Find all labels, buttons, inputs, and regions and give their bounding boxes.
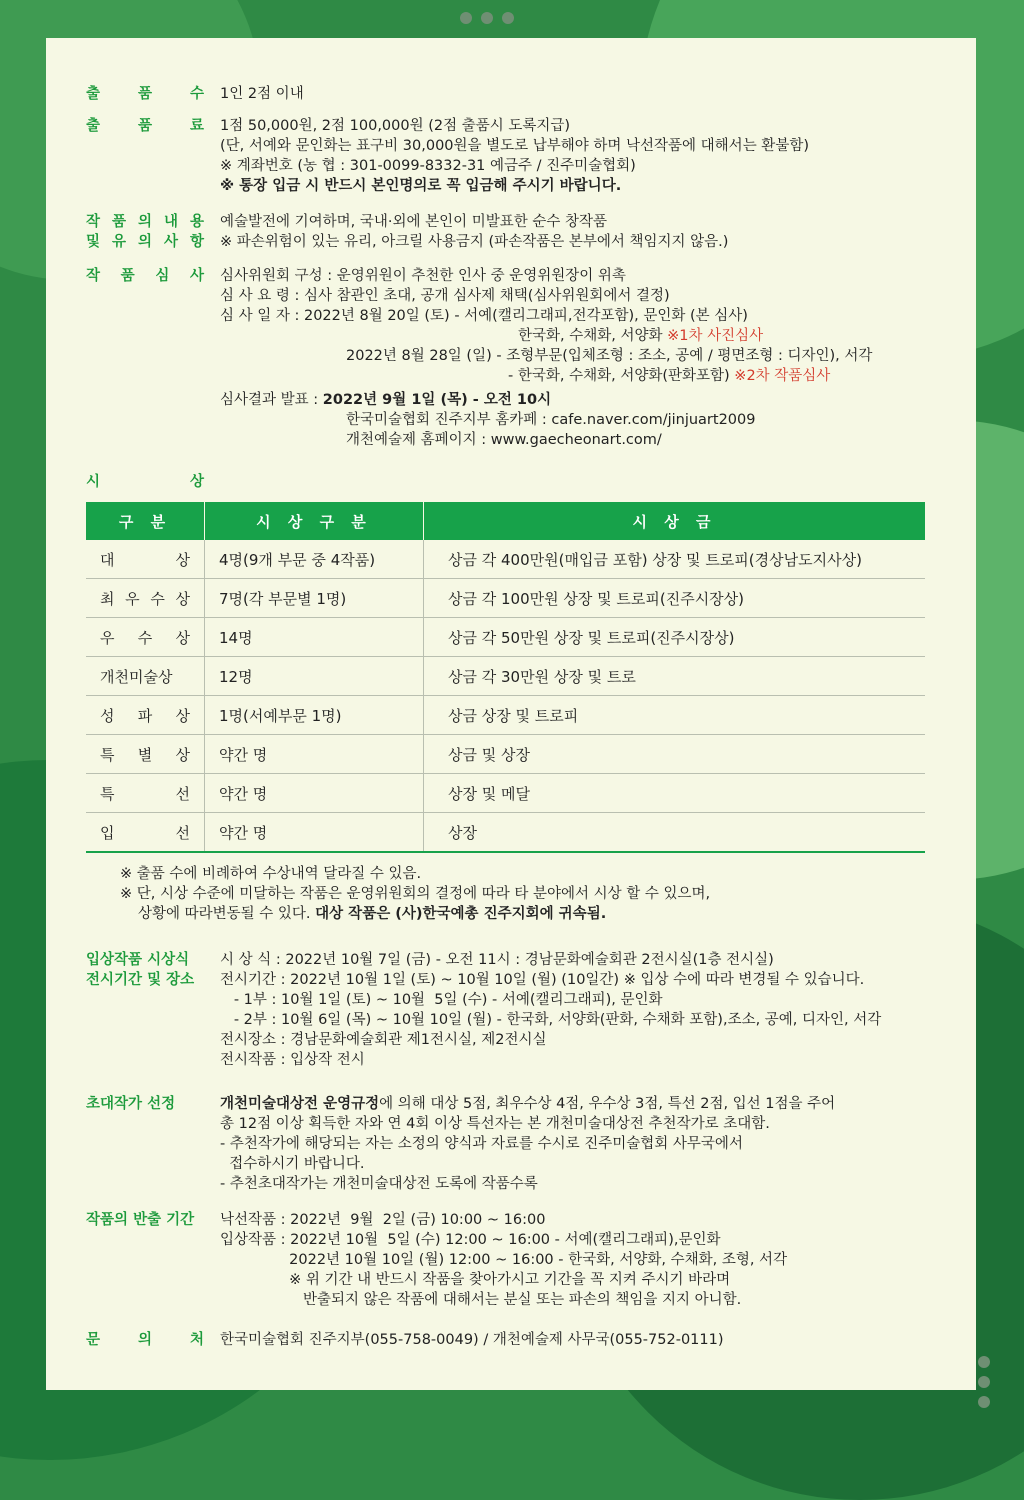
content-label	[86, 212, 204, 252]
review-result	[220, 390, 872, 410]
table-header: 시 상 구 분	[205, 502, 424, 540]
review-method	[220, 286, 872, 306]
entries-value: 1인 2점 이내	[220, 86, 304, 102]
award-prize: 상장 및 메달	[424, 774, 926, 813]
invited-line: 접수하시기 바랍니다.	[220, 1156, 365, 1172]
justified-label: 작 품 심 사	[86, 268, 204, 284]
justified-label: 문 의 처	[86, 1332, 204, 1348]
review-date-1b-text: 한국화, 수채화, 서양화	[518, 328, 668, 344]
invited-line: - 추천초대작가는 개천미술대상전 도록에 작품수록	[220, 1176, 538, 1192]
decor-dot	[978, 1376, 990, 1388]
content-body	[220, 212, 728, 252]
awards-label	[86, 472, 204, 492]
content-line: ※ 파손위험이 있는 유리, 아크릴 사용금지 (파손작품은 본부에서 책임지지 않음.)	[220, 234, 729, 250]
entries-label	[86, 84, 204, 104]
decor-dot	[460, 12, 472, 24]
return-line: 입상작품 : 2022년 10월 5일 (수) 12:00 ~ 16:00 - 서예(캘리그래피),문인화	[220, 1232, 721, 1248]
ceremony-line: 전시작품 : 입상작 전시	[220, 1052, 365, 1068]
fee-label	[86, 116, 204, 136]
decor-dot	[502, 12, 514, 24]
review-body	[220, 266, 872, 450]
review-homepage: 개천예술제 홈페이지 : www.gaecheonart.com/	[346, 432, 662, 448]
award-category	[86, 618, 205, 657]
award-note: ※ 단, 시상 수준에 미달하는 작품은 운영위원회의 결정에 따라 타 분야에서 시상 할 수 있으며,	[120, 886, 711, 902]
award-prize: 상장	[424, 813, 926, 853]
award-count: 약간 명	[205, 813, 424, 853]
justified-label: 작 품 의 내 용	[86, 214, 204, 230]
table-header: 구 분	[86, 502, 205, 540]
content-panel	[46, 38, 976, 1390]
award-count: 1명(서예부문 1명)	[205, 696, 424, 735]
award-category	[86, 774, 205, 813]
review-method-value: : 심사 참관인 초대, 공개 심사제 채택(심사위원회에서 결정)	[289, 288, 670, 304]
review-date-label: 심 사 일 자	[220, 308, 290, 324]
ceremony-line: - 2부 : 10월 6일 (목) ~ 10월 10일 (월) - 한국화, 서양화(판화, 수채화 포함),조소, 공예, 디자인, 서각	[220, 1012, 882, 1028]
decor-dot	[978, 1356, 990, 1368]
award-count: 7명(각 부문별 1명)	[205, 579, 424, 618]
award-count: 약간 명	[205, 735, 424, 774]
award-category-text: 우 수 상	[100, 628, 190, 647]
review-date-2b-text: - 한국화, 수채화, 서양화(판화포함)	[508, 368, 735, 384]
decor-dot	[978, 1396, 990, 1408]
award-prize: 상금 및 상장	[424, 735, 926, 774]
review-cafe: 한국미술협회 진주지부 홈카페 : cafe.naver.com/jinjuart2009	[346, 412, 756, 428]
invited-line: 총 12점 이상 획득한 자와 연 4회 이상 특선자는 본 개천미술대상전 추천작가로 초대함.	[220, 1116, 770, 1132]
award-prize: 상금 각 100만원 상장 및 트로피(진주시장상)	[424, 579, 926, 618]
awards-table	[86, 502, 925, 853]
table-row	[86, 657, 925, 696]
award-category	[86, 696, 205, 735]
table-header: 시 상 금	[424, 502, 926, 540]
award-count: 4명(9개 부문 중 4작품)	[205, 540, 424, 579]
award-category: 개천미술상	[86, 657, 205, 696]
award-category-text: 성 파 상	[100, 706, 190, 725]
review-note-1: ※1차 사진심사	[667, 328, 764, 344]
award-category-text: 특 별 상	[100, 745, 190, 764]
fee-account: ※ 계좌번호 (농 협 : 301-0099-8332-31 예금주 / 진주미술협회)	[220, 158, 636, 174]
contact-label	[86, 1330, 204, 1350]
review-date-1b	[220, 326, 872, 346]
ceremony-line: 전시기간 : 2022년 10월 1일 (토) ~ 10월 10일 (월) (10일간) ※ 입상 수에 따라 변경될 수 있습니다.	[220, 972, 865, 988]
review-date	[220, 306, 872, 326]
ceremony-label-2: 전시기간 및 장소	[86, 972, 195, 988]
invited-line	[220, 1094, 835, 1114]
table-row	[86, 579, 925, 618]
award-prize: 상금 각 400만원(매입금 포함) 상장 및 트로피(경상남도지사상)	[424, 540, 926, 579]
award-category	[86, 579, 205, 618]
award-category-text: 입 선	[100, 823, 190, 842]
fee-warning: ※ 통장 입금 시 반드시 본인명의로 꼭 입금해 주시기 바랍니다.	[220, 178, 622, 194]
fee-body	[220, 116, 809, 196]
award-prize: 상금 각 30만원 상장 및 트로	[424, 657, 926, 696]
award-note: ※ 출품 수에 비례하여 수상내역 달라질 수 있음.	[120, 866, 422, 882]
ceremony-label-1: 입상작품 시상식	[86, 952, 190, 968]
table-row	[86, 540, 925, 579]
justified-label: 출 품 수	[86, 86, 204, 102]
review-method-label: 심 사 요 령	[220, 288, 290, 304]
table-row	[86, 618, 925, 657]
review-result-date: 2022년 9월 1일 (목) - 오전 10시	[322, 392, 552, 408]
justified-label: 시 상	[86, 474, 204, 490]
fee-line: (단, 서예와 문인화는 표구비 30,000원을 별도로 납부해야 하며 낙선작품에 대해서는 환불함)	[220, 138, 809, 154]
award-count: 12명	[205, 657, 424, 696]
return-line: ※ 위 기간 내 반드시 작품을 찾아가시고 기간을 꼭 지켜 주시기 바라며	[220, 1272, 731, 1288]
return-line: 반출되지 않은 작품에 대해서는 분실 또는 파손의 책임을 지지 아니함.	[220, 1292, 742, 1308]
award-prize: 상금 각 50만원 상장 및 트로피(진주시장상)	[424, 618, 926, 657]
content-line: 예술발전에 기여하며, 국내·외에 본인이 미발표한 순수 창작품	[220, 214, 608, 230]
table-header-row	[86, 502, 925, 540]
review-label	[86, 266, 204, 286]
invited-label: 초대작가 선정	[86, 1096, 176, 1112]
fee-line: 1점 50,000원, 2점 100,000원 (2점 출품시 도록지급)	[220, 118, 571, 134]
ceremony-label	[86, 950, 204, 990]
review-committee: 심사위원회 구성 : 운영위원이 추천한 인사 중 운영위원장이 위촉	[220, 268, 626, 284]
decor-dot	[481, 12, 493, 24]
award-note-text: 상황에 따라변동될 수 있다.	[138, 906, 316, 922]
review-result-label: 심사결과 발표 :	[220, 392, 323, 408]
award-category	[86, 735, 205, 774]
return-line: 2022년 10월 10일 (월) 12:00 ~ 16:00 - 한국화, 서양화, 수채화, 조형, 서각	[220, 1252, 788, 1268]
invited-body	[220, 1094, 835, 1194]
table-row	[86, 735, 925, 774]
table-row	[86, 696, 925, 735]
invited-line: - 추천작가에 해당되는 자는 소정의 양식과 자료를 수시로 진주미술협회 사무국에서	[220, 1136, 743, 1152]
award-note	[120, 904, 710, 924]
review-date-2b	[220, 366, 872, 386]
return-body	[220, 1210, 787, 1310]
award-prize: 상금 상장 및 트로피	[424, 696, 926, 735]
ceremony-line: - 1부 : 10월 1일 (토) ~ 10월 5일 (수) - 서예(캘리그래피), 문인화	[220, 992, 663, 1008]
award-category	[86, 540, 205, 579]
invited-line-text: 에 의해 대상 5점, 최우수상 4점, 우수상 3점, 특선 2점, 입선 1점을 주어	[379, 1096, 836, 1112]
justified-label: 출 품 료	[86, 118, 204, 134]
award-count: 14명	[205, 618, 424, 657]
review-note-2: ※2차 작품심사	[734, 368, 831, 384]
review-date-1: : 2022년 8월 20일 (토) - 서예(캘리그래피,전각포함), 문인화 (본 심사)	[289, 308, 748, 324]
award-category-text: 최 우 수 상	[100, 589, 190, 608]
award-category-text: 특 선	[100, 784, 190, 803]
contact-value: 한국미술협회 진주지부(055-758-0049) / 개천예술제 사무국(055-752-0111)	[220, 1332, 724, 1348]
table-row	[86, 813, 925, 853]
ceremony-line: 전시장소 : 경남문화예술회관 제1전시실, 제2전시실	[220, 1032, 547, 1048]
award-category	[86, 813, 205, 853]
award-count: 약간 명	[205, 774, 424, 813]
award-notes	[120, 864, 710, 924]
return-line: 낙선작품 : 2022년 9월 2일 (금) 10:00 ~ 16:00	[220, 1212, 546, 1228]
award-note-bold: 대상 작품은 (사)한국예총 진주지회에 귀속됨.	[315, 906, 607, 922]
justified-label: 및 유 의 사 항	[86, 234, 204, 250]
invited-rule: 개천미술대상전 운영규정	[220, 1096, 380, 1112]
review-date-2: 2022년 8월 28일 (일) - 조형부문(입체조형 : 조소, 공예 / 평면조형 : 디자인), 서각	[346, 348, 873, 364]
return-label: 작품의 반출 기간	[86, 1212, 195, 1228]
ceremony-body	[220, 950, 881, 1070]
table-row	[86, 774, 925, 813]
ceremony-line: 시 상 식 : 2022년 10월 7일 (금) - 오전 11시 : 경남문화예술회관 2전시실(1층 전시실)	[220, 952, 774, 968]
award-category-text: 대 상	[100, 550, 190, 569]
